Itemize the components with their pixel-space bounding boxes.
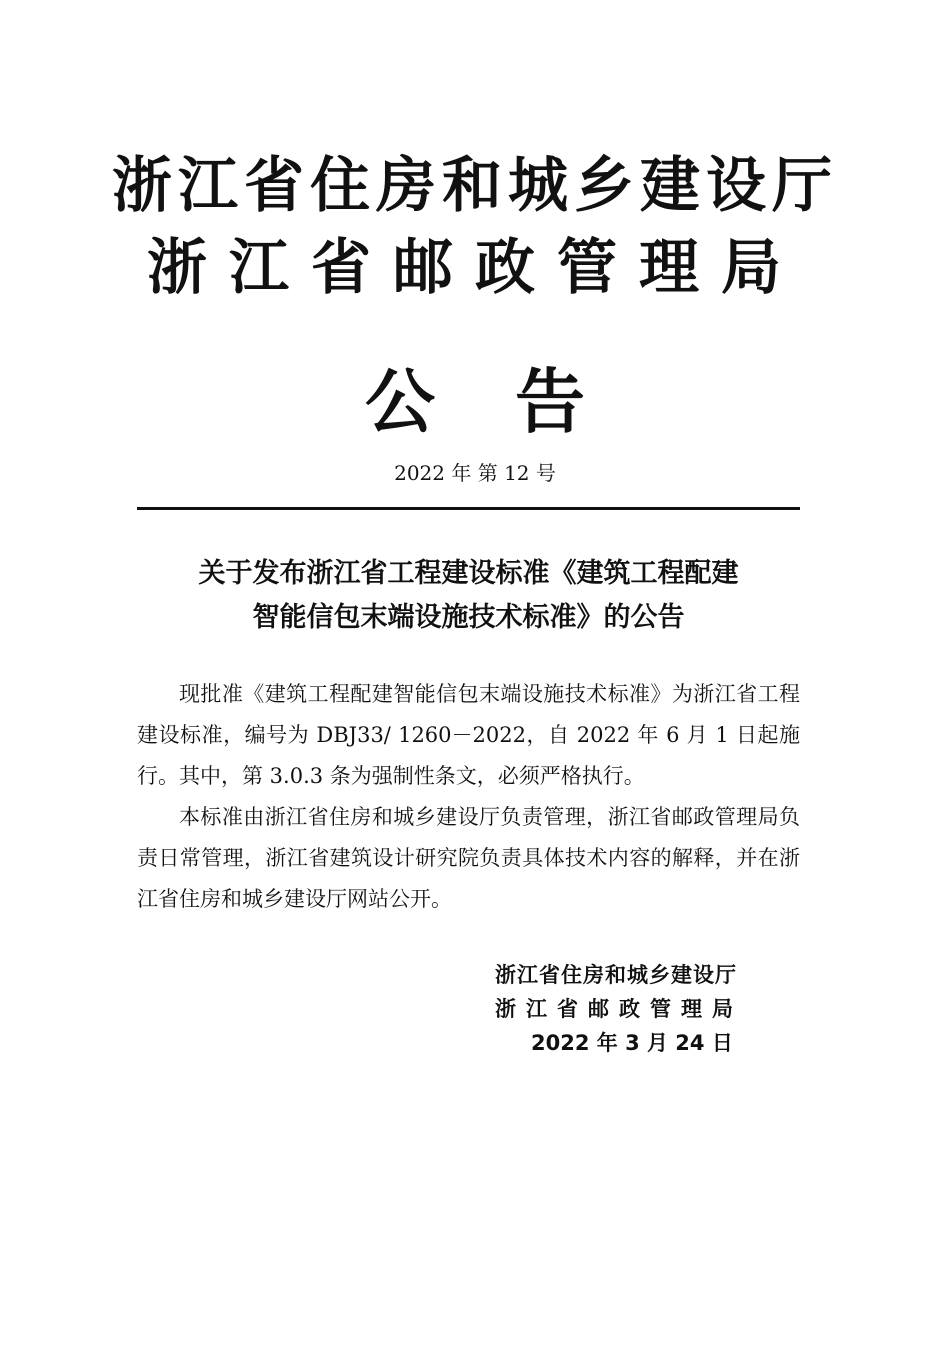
document-type-title: 公告: [365, 360, 665, 443]
body-paragraph-approval: 现批准《建筑工程配建智能信包末端设施技术标准》为浙江省工程建设标准，编号为 DBJ33/ 1260－2022，自 2022 年 6 月 1 日起施行。其中，第 3.0.3 条为强制性条文，必须严格执行。: [137, 682, 800, 788]
issuer-title-housing-department: 浙江省住房和城乡建设厅: [112, 151, 838, 221]
signature-org-housing-department: 浙江省住房和城乡建设厅: [495, 963, 737, 987]
body-paragraph-management: 本标准由浙江省住房和城乡建设厅负责管理，浙江省邮政管理局负责日常管理，浙江省建筑设计研究院负责具体技术内容的解释，并在浙江省住房和城乡建设厅网站公开。: [137, 805, 800, 911]
announcement-subject: [137, 552, 800, 640]
signature-date: 2022 年 3 月 24 日: [531, 1031, 733, 1055]
issuer-title-postal-bureau: 浙江省邮政管理局: [147, 233, 803, 303]
header-divider: [137, 507, 800, 510]
document-number: 2022 年 第 12 号: [394, 461, 556, 485]
subject-line-1: 关于发布浙江省工程建设标准《建筑工程配建: [198, 558, 739, 589]
signature-block: [495, 958, 765, 1060]
subject-line-2: 智能信包末端设施技术标准》的公告: [252, 602, 685, 633]
signature-org-postal-bureau: 浙江省邮政管理局: [495, 997, 743, 1021]
announcement-body: [137, 674, 800, 920]
